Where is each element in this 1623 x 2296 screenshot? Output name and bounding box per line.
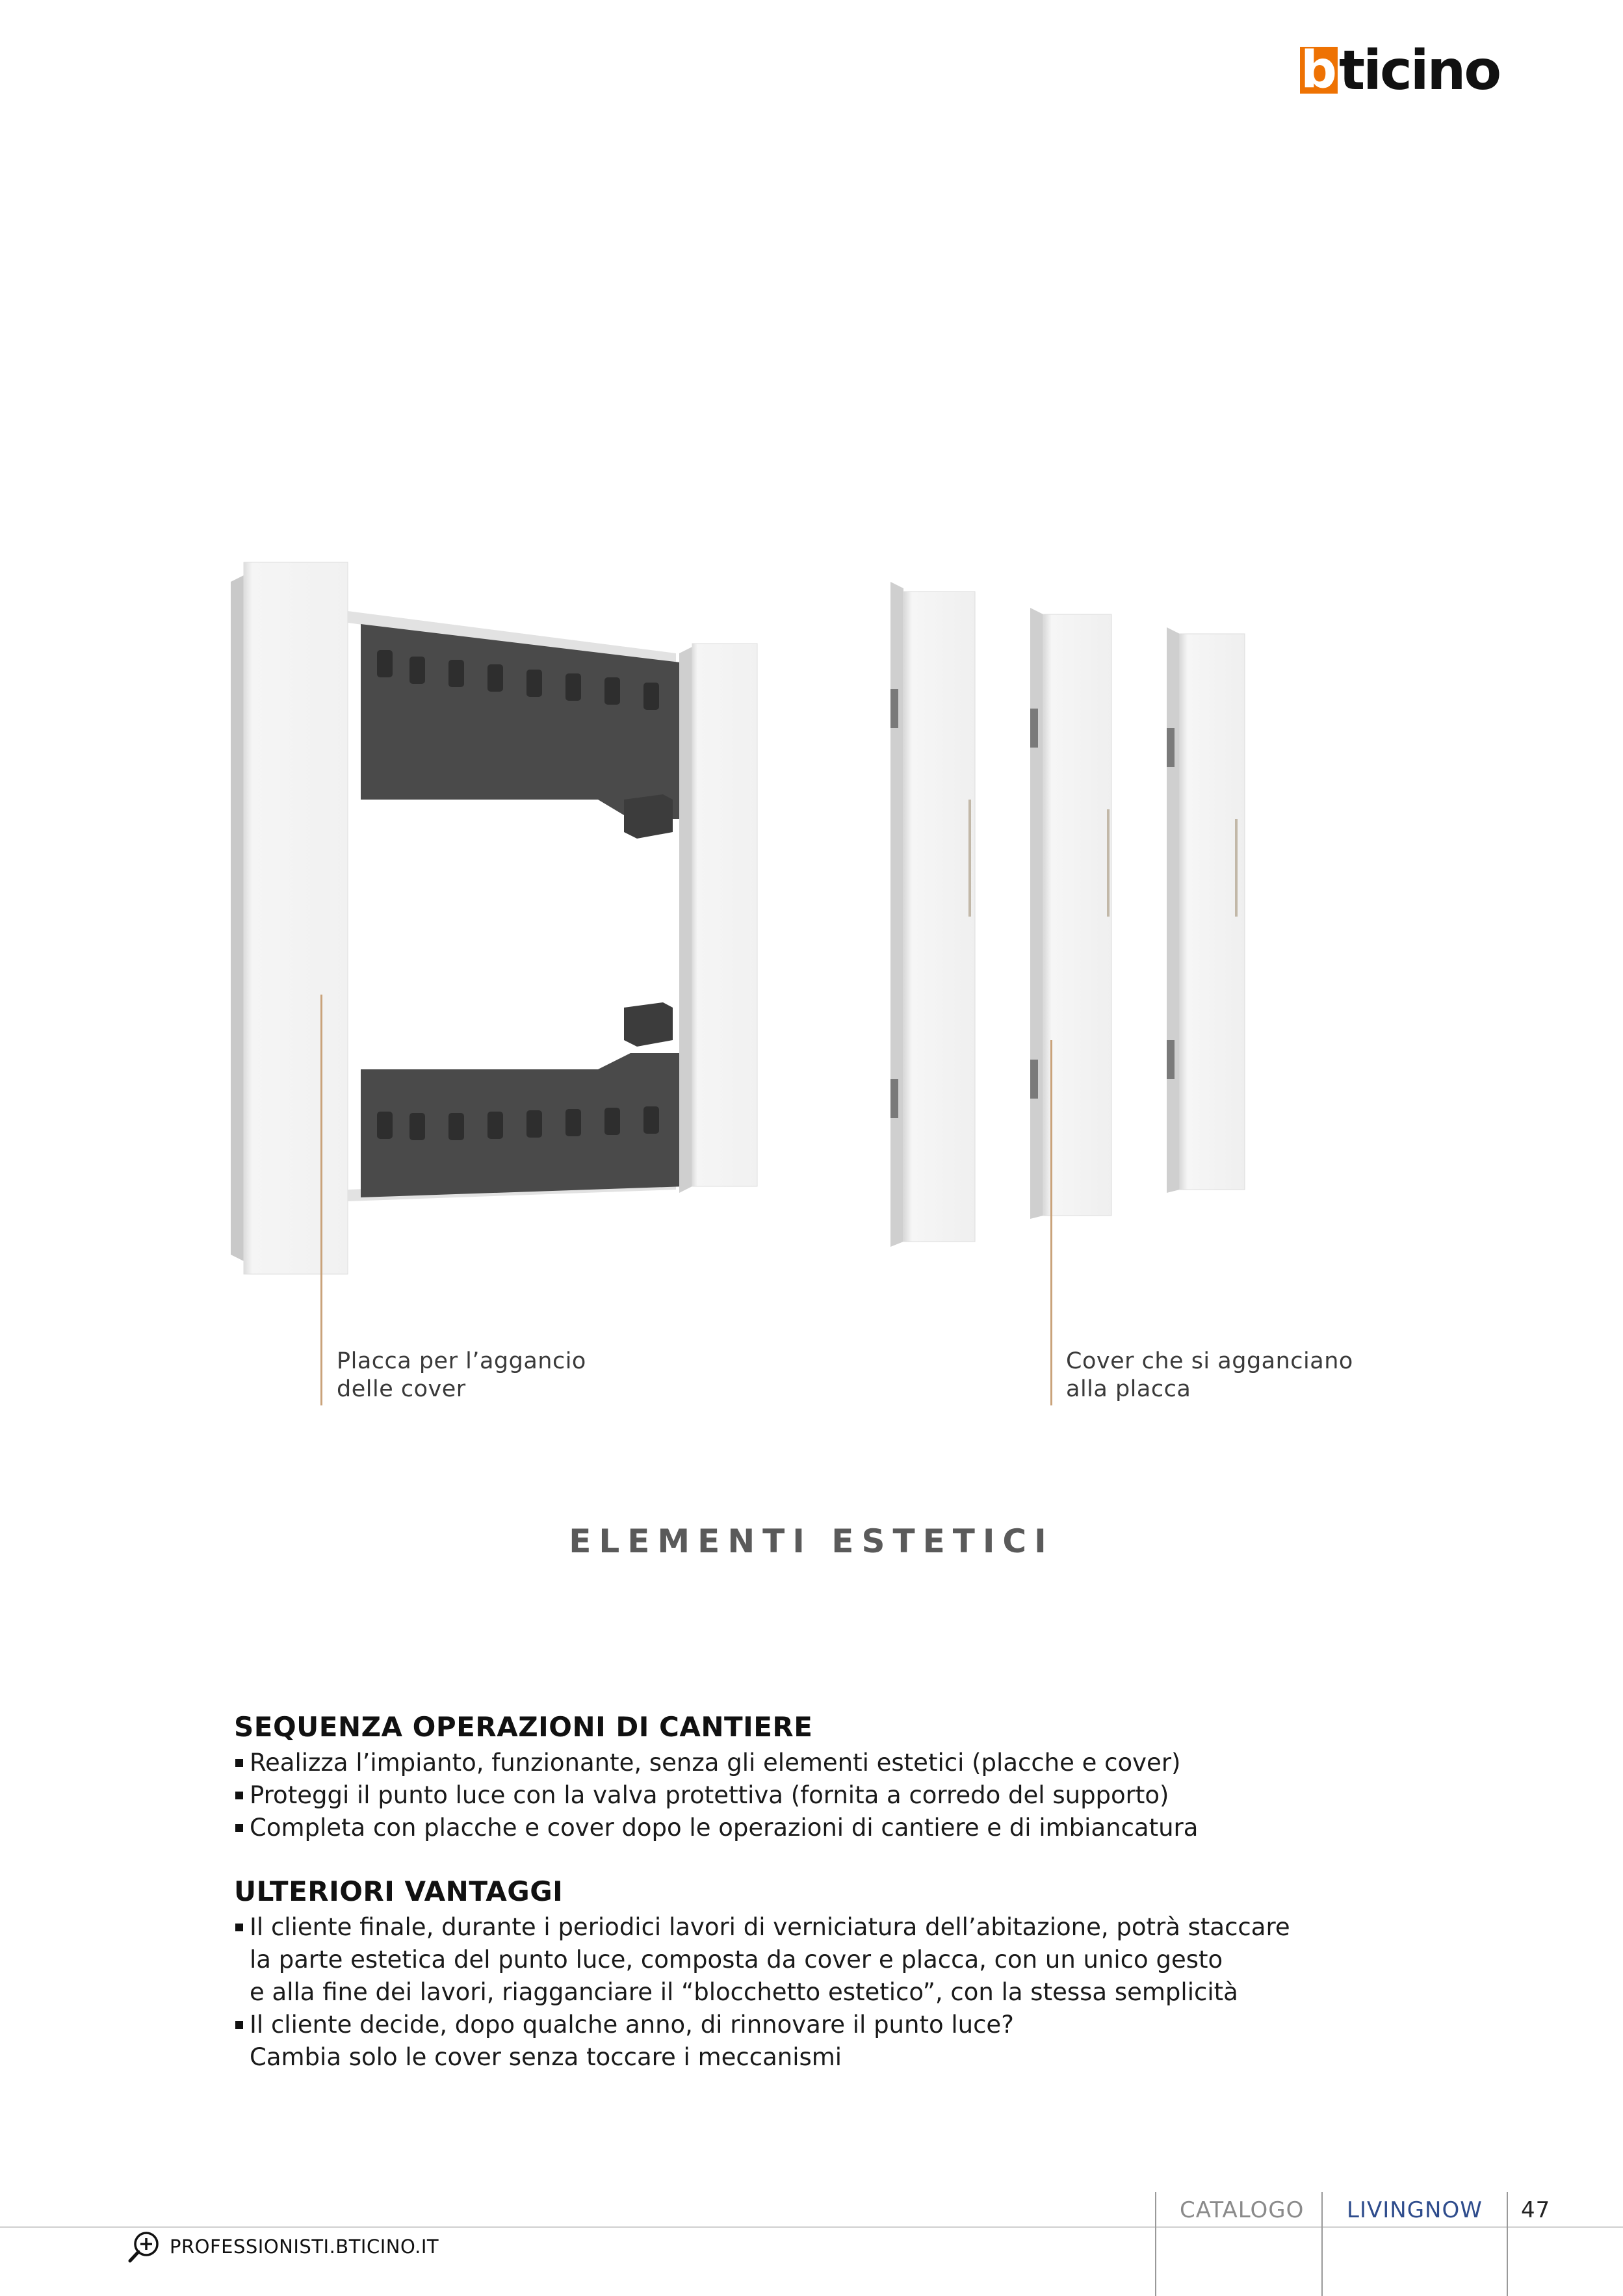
product-illustration xyxy=(214,546,1319,1281)
list-item: Il cliente finale, durante i periodici lavori di verniciatura dell’abitazione, potrà staccare la parte estetica del punto luce, composta da cover e placca, con un unico gesto e alla fine dei lavori, riagganciare il “blocchetto estetico”, con la stessa semplicità xyxy=(234,1911,1339,2009)
section-heading: ULTERIORI VANTAGGI xyxy=(234,1875,564,1907)
footer-rule xyxy=(0,2226,1623,2228)
list-item: Completa con placche e cover dopo le operazioni di cantiere e di imbiancatura xyxy=(234,1812,1339,1844)
list-item: Il cliente decide, dopo qualche anno, di rinnovare il punto luce? Cambia solo le cover senza toccare i meccanismi xyxy=(234,2009,1339,2074)
bullet-list xyxy=(234,1911,1339,2074)
cover-1 xyxy=(890,582,975,1247)
section-heading: SEQUENZA OPERAZIONI DI CANTIERE xyxy=(234,1711,813,1743)
list-item: Proteggi il punto luce con la valva protettiva (fornita a corredo del supporto) xyxy=(234,1779,1339,1812)
footer-divider xyxy=(1155,2192,1156,2296)
section-title: ELEMENTI ESTETICI xyxy=(569,1522,1054,1560)
bticino-logo xyxy=(1300,38,1500,102)
logo-b-mark: b xyxy=(1301,47,1337,94)
footer-divider xyxy=(1507,2192,1508,2296)
page-number: 47 xyxy=(1521,2197,1551,2223)
footer-nav-catalog[interactable]: CATALOGO xyxy=(1180,2197,1305,2223)
callout-covers: Cover che si agganciano alla placca xyxy=(1066,1348,1353,1402)
callout-plate: Placca per l’aggancio delle cover xyxy=(337,1348,586,1402)
advantages-section xyxy=(234,1875,1339,2074)
bullet-list xyxy=(234,1747,1339,1844)
footer-website-link[interactable] xyxy=(127,2230,439,2263)
list-item: Realizza l’impianto, funzionante, senza gli elementi estetici (placche e cover) xyxy=(234,1747,1339,1779)
callout-line-plate xyxy=(320,995,322,1405)
callout-line-covers xyxy=(1050,1040,1052,1405)
cover-2 xyxy=(1030,608,1111,1219)
footer-divider xyxy=(1321,2192,1323,2296)
cover-3 xyxy=(1167,627,1245,1193)
site-operations-section xyxy=(234,1711,1339,1844)
footer-nav-product[interactable]: LIVINGNOW xyxy=(1347,2197,1483,2223)
logo-wordmark: ticino xyxy=(1339,38,1500,102)
magnifier-plus-icon xyxy=(127,2230,161,2263)
plate-frame xyxy=(231,562,757,1274)
footer-website[interactable]: PROFESSIONISTI.BTICINO.IT xyxy=(170,2236,439,2258)
